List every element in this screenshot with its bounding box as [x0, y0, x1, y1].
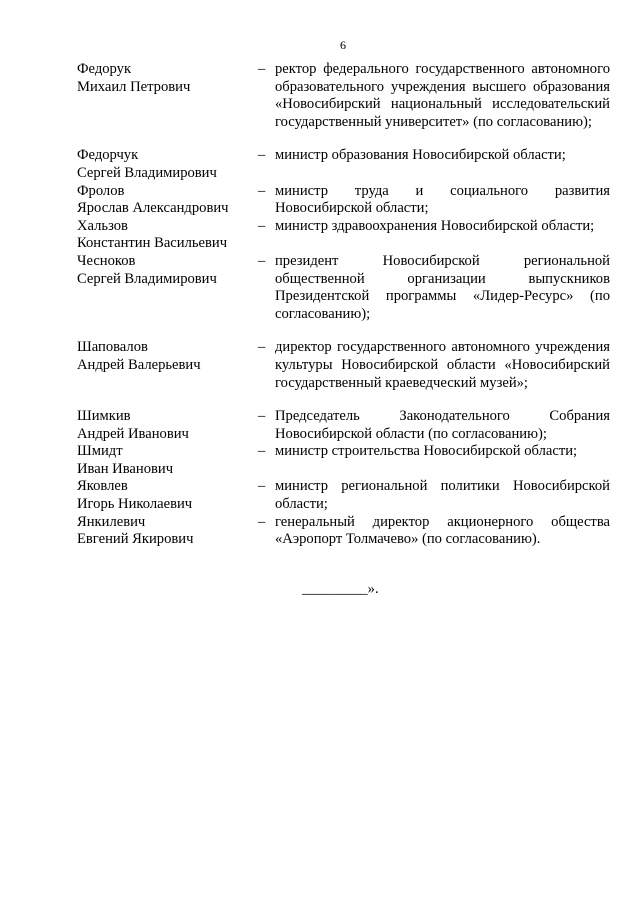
member-dash: –	[258, 147, 266, 164]
member-dash: –	[258, 408, 266, 425]
member-name	[77, 147, 258, 182]
member-given-name: Иван Иванович	[77, 460, 174, 477]
member-row	[77, 218, 610, 253]
member-dash: –	[258, 339, 266, 356]
member-name	[77, 183, 258, 218]
member-row	[77, 514, 610, 549]
member-row	[77, 443, 610, 478]
member-row	[77, 478, 610, 513]
member-role: Председатель Законодательного Собрания Новосибирской области (по согласованию);	[275, 408, 610, 442]
member-surname: Чесноков	[77, 252, 136, 269]
member-role: директор государственного автономного учреждения культуры Новосибирской области «Новосибирский государственный краеведческий музей»;	[275, 339, 610, 391]
member-surname: Янкилевич	[77, 513, 146, 530]
member-dash: –	[258, 513, 266, 530]
member-role: ректор федерального государственного автономного образовательного учреждения высшего образования «Новосибирский национальный исследовательский государственный университет» (по согласованию);	[275, 61, 610, 130]
member-dash: –	[258, 182, 266, 199]
member-surname: Фролов	[77, 182, 125, 199]
member-row	[77, 183, 610, 218]
member-dash: –	[258, 252, 266, 269]
member-dash: –	[258, 478, 266, 495]
member-name	[77, 408, 258, 443]
member-surname: Хальзов	[77, 217, 128, 234]
members-list	[77, 61, 610, 549]
member-row	[77, 339, 610, 392]
member-surname: Шимкив	[77, 408, 131, 425]
member-surname: Федорук	[77, 61, 132, 77]
member-name	[77, 339, 258, 374]
member-role: министр образования Новосибирской области;	[275, 147, 566, 164]
member-given-name: Сергей Владимирович	[77, 164, 217, 181]
member-dash: –	[258, 217, 266, 234]
member-role: министр труда и социального развития Новосибирской области;	[275, 182, 610, 217]
member-row	[77, 147, 610, 182]
member-given-name: Константин Васильевич	[77, 235, 228, 252]
member-row	[77, 253, 610, 323]
member-given-name: Игорь Николаевич	[77, 496, 193, 513]
member-surname: Шмидт	[77, 443, 123, 460]
member-name	[77, 443, 258, 478]
member-name	[77, 514, 258, 549]
member-dash: –	[258, 443, 266, 460]
member-dash: –	[258, 61, 266, 77]
member-name	[77, 61, 258, 96]
member-given-name: Андрей Иванович	[77, 425, 189, 442]
member-role: министр здравоохранения Новосибирской области;	[275, 217, 595, 234]
member-name	[77, 478, 258, 513]
member-surname: Федорчук	[77, 147, 139, 164]
member-row	[77, 408, 610, 443]
member-row	[77, 61, 610, 131]
member-name	[77, 253, 258, 288]
member-role: генеральный директор акционерного общества «Аэропорт Толмачево» (по согласованию).	[275, 513, 610, 548]
member-surname: Шаповалов	[77, 339, 148, 356]
member-role: президент Новосибирской региональной общественной организации выпускников Президентской программы «Лидер-Ресурс» (по согласованию);	[275, 252, 610, 322]
member-given-name: Михаил Петрович	[77, 78, 191, 95]
member-given-name: Андрей Валерьевич	[77, 356, 201, 373]
member-given-name: Ярослав Александрович	[77, 200, 229, 217]
member-given-name: Сергей Владимирович	[77, 270, 217, 287]
closing-mark: _________».	[302, 581, 379, 597]
member-surname: Яковлев	[77, 478, 128, 495]
member-role: министр строительства Новосибирской области;	[275, 443, 578, 460]
member-role: министр региональной политики Новосибирской области;	[275, 478, 610, 513]
page-number: 6	[340, 38, 346, 52]
member-name	[77, 218, 258, 253]
member-given-name: Евгений Якирович	[77, 531, 194, 548]
